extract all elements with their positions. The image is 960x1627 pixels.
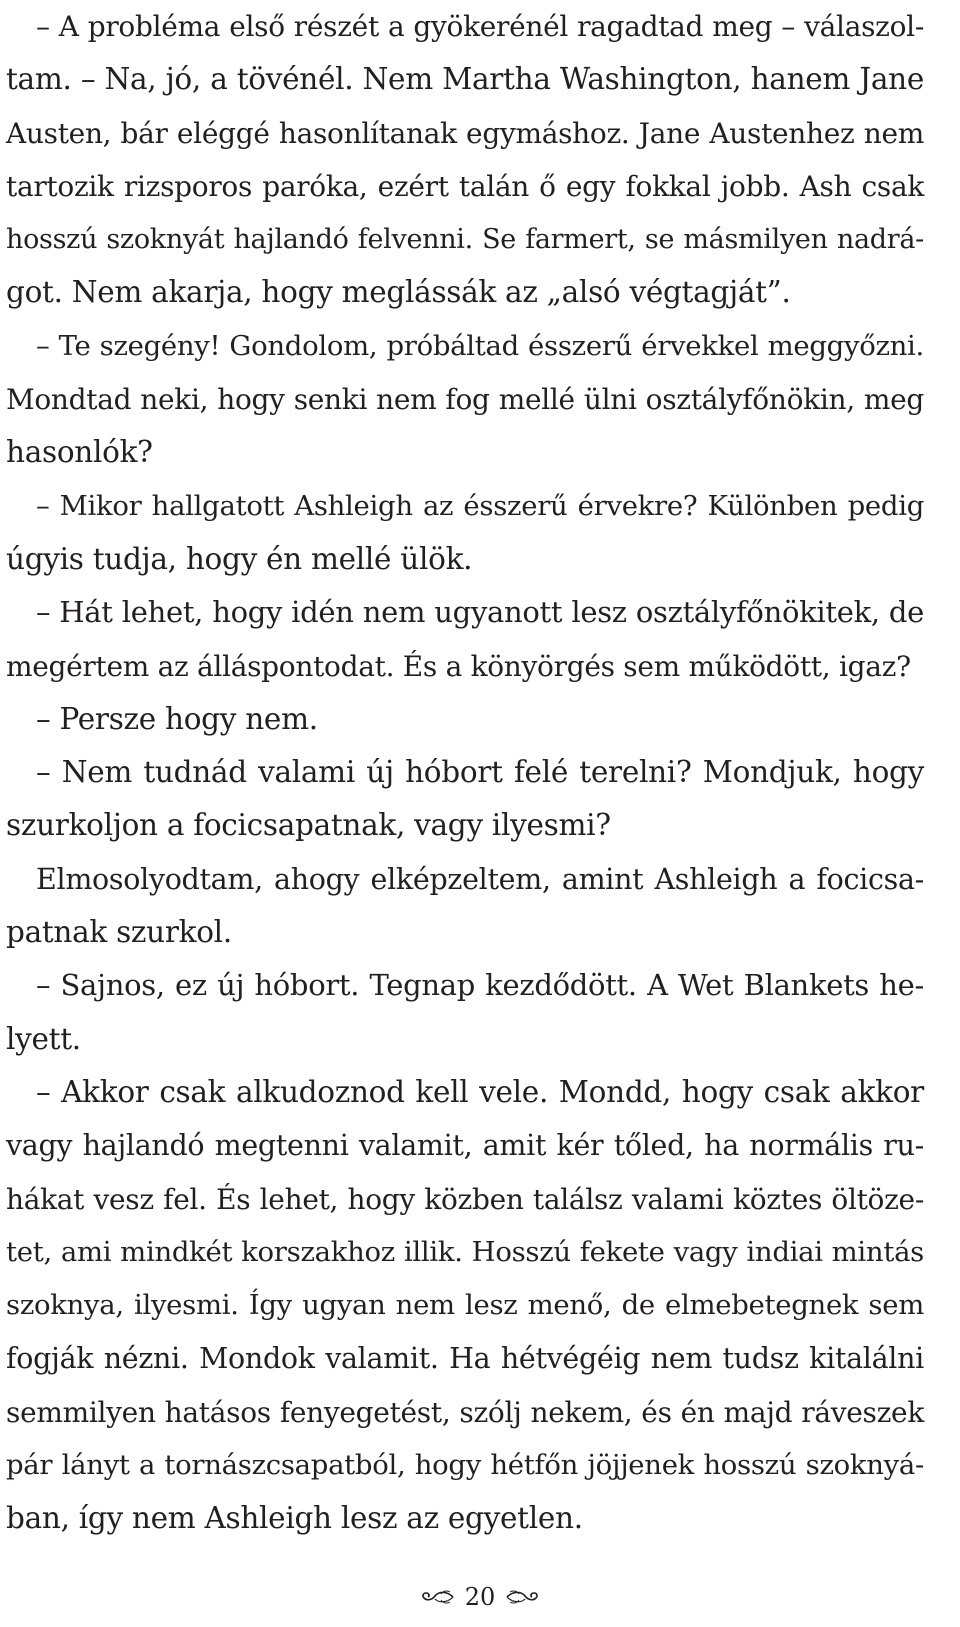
text-line: hosszú szoknyát hajlandó felvenni. Se farmert, se másmilyen nadrá- [6, 224, 924, 256]
body-text [6, 0, 924, 1546]
text-line: szoknya, ilyesmi. Így ugyan nem lesz menő, de elmebetegnek sem [6, 1289, 924, 1322]
text-line: – Akkor csak alkudoznod kell vele. Mondd, hogy csak akkor [36, 1074, 924, 1109]
text-line: – Hát lehet, hogy idén nem ugyanott lesz osztályfőnökitek, de [36, 595, 924, 630]
text-line: ban, így nem Ashleigh lesz az egyetlen. [6, 1501, 583, 1536]
text-line: semmilyen hatásos fenyegetést, szólj nekem, és én majd ráveszek [6, 1395, 924, 1429]
page-footer [0, 1580, 960, 1614]
text-line: – Sajnos, ez új hóbort. Tegnap kezdődött. A Wet Blankets he- [36, 968, 924, 1003]
text-line: – Mikor hallgatott Ashleigh az ésszerű érvekre? Különben pedig [36, 489, 924, 522]
text-line: vagy hajlandó megtenni valamit, amit kér tőled, ha normális ru- [6, 1129, 924, 1163]
page-number: 20 [464, 1583, 496, 1611]
text-line: hasonlók? [6, 435, 153, 470]
text-line: hákat vesz fel. És lehet, hogy közben találsz valami köztes öltöze- [6, 1182, 924, 1216]
text-line: Mondtad neki, hogy senki nem fog mellé ülni osztályfőnökin, meg [6, 383, 924, 417]
text-line: fogják nézni. Mondok valamit. Ha hétvégéig nem tudsz kitalálni [6, 1342, 924, 1376]
text-line: got. Nem akarja, hogy meglássák az „alsó végtagját”. [6, 275, 791, 310]
text-line: pár lányt a tornászcsapatból, hogy hétfőn jöjjenek hosszú szoknyá- [6, 1449, 924, 1482]
text-line: tet, ami mindkét korszakhoz illik. Hosszú fekete vagy indiai mintás [6, 1235, 924, 1268]
text-line: Elmosolyodtam, ahogy elképzeltem, amint Ashleigh a focicsa- [36, 862, 924, 896]
text-line: tam. – Na, jó, a tövénél. Nem Martha Washington, hanem Jane [6, 62, 924, 97]
text-line: – Persze hogy nem. [36, 701, 318, 736]
text-line: – Nem tudnád valami új hóbort felé terelni? Mondjuk, hogy [36, 755, 924, 790]
text-line: patnak szurkol. [6, 915, 232, 950]
left-flourish-icon [419, 1588, 455, 1606]
text-line: szurkoljon a focicsapatnak, vagy ilyesmi? [6, 808, 611, 843]
right-flourish-icon [505, 1588, 541, 1606]
text-line: Austen, bár eléggé hasonlítanak egymáshoz. Jane Austenhez nem [6, 116, 924, 150]
text-line: – Te szegény! Gondolom, próbáltad ésszerű érvekkel meggyőzni. [36, 329, 924, 362]
text-line: lyett. [6, 1021, 81, 1056]
text-line: tartozik rizsporos paróka, ezért talán ő egy fokkal jobb. Ash csak [6, 169, 924, 203]
text-line: megértem az álláspontodat. És a könyörgés sem működött, igaz? [6, 649, 911, 683]
text-line: úgyis tudja, hogy én mellé ülök. [6, 541, 473, 576]
text-line: – A probléma első részét a gyökerénél ragadtad meg – válaszol- [36, 10, 924, 43]
